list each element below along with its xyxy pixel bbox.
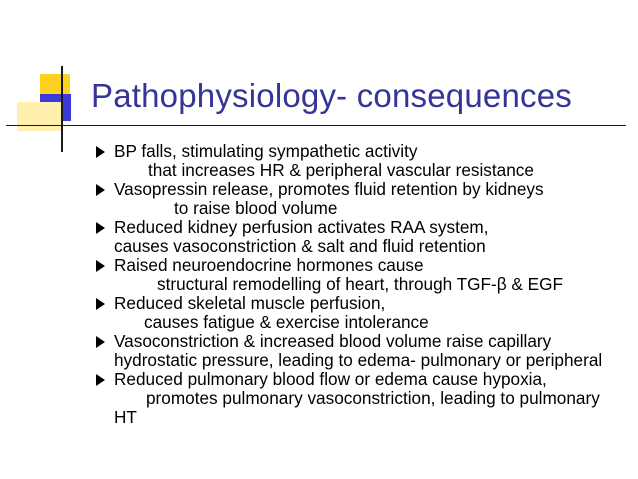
decor-square-cream <box>17 102 61 131</box>
bullet-line: that increases HR & peripheral vascular resistance <box>148 160 534 180</box>
bullet-line: Vasopressin release, promotes fluid retention by kidneys <box>114 179 544 199</box>
bullet-arrow-icon <box>96 146 105 158</box>
bullet-line: HT <box>114 407 137 427</box>
bullet-line: causes fatigue & exercise intolerance <box>144 312 429 332</box>
bullet-line: promotes pulmonary vasoconstriction, leading to pulmonary <box>146 388 600 408</box>
bullet-line: Reduced kidney perfusion activates RAA system, <box>114 217 489 237</box>
bullet-line: Reduced skeletal muscle perfusion, <box>114 293 386 313</box>
bullet-line: causes vasoconstriction & salt and fluid retention <box>114 236 486 256</box>
bullet-arrow-icon <box>96 336 105 348</box>
bullet-arrow-icon <box>96 374 105 386</box>
bullet-arrow-icon <box>96 184 105 196</box>
bullet-item <box>96 142 632 180</box>
bullet-line: Vasoconstriction & increased blood volume raise capillary <box>114 331 552 351</box>
bullet-item <box>96 370 632 427</box>
bullet-line: to raise blood volume <box>174 198 338 218</box>
decor-vertical-line <box>61 66 63 152</box>
bullet-list <box>96 142 632 427</box>
bullet-item <box>96 294 632 332</box>
bullet-arrow-icon <box>96 222 105 234</box>
bullet-arrow-icon <box>96 260 105 272</box>
bullet-item <box>96 332 632 370</box>
bullet-arrow-icon <box>96 298 105 310</box>
bullet-line: Raised neuroendocrine hormones cause <box>114 255 424 275</box>
bullet-item <box>96 256 632 294</box>
bullet-item <box>96 180 632 218</box>
bullet-line: BP falls, stimulating sympathetic activity <box>114 141 418 161</box>
bullet-item <box>96 218 632 256</box>
slide-title: Pathophysiology- consequences <box>91 77 572 114</box>
title-underline <box>6 125 626 126</box>
bullet-line: hydrostatic pressure, leading to edema- pulmonary or peripheral <box>114 350 603 370</box>
bullet-line: structural remodelling of heart, through TGF-β & EGF <box>157 274 563 294</box>
bullet-line: Reduced pulmonary blood flow or edema cause hypoxia, <box>114 369 547 389</box>
